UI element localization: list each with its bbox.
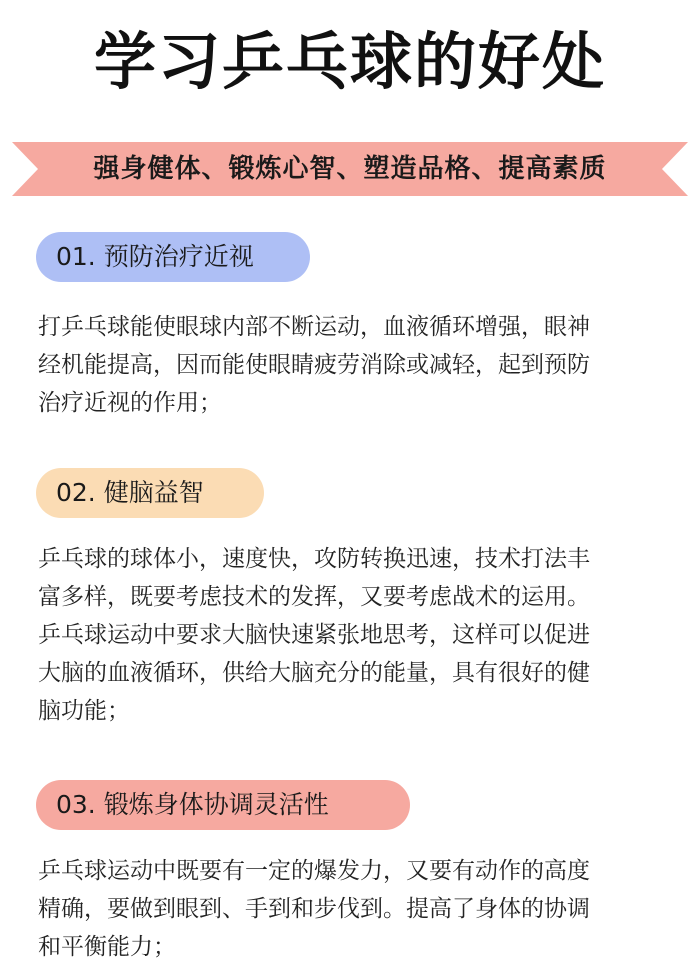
section-body-line: 治疗近视的作用；: [38, 390, 222, 416]
section-heading-3: 03. 锻炼身体协调灵活性: [36, 780, 410, 830]
page-title: 学习乒乓球的好处: [93, 25, 606, 98]
section-body-line: 脑功能；: [38, 698, 130, 724]
section-body-2: [38, 540, 670, 730]
section-body-line: 经机能提高，因而能使眼睛疲劳消除或减轻，起到预防: [38, 352, 590, 378]
section-body-line: 乒乓球运动中要求大脑快速紧张地思考，这样可以促进: [38, 622, 590, 648]
section-body-line: 富多样，既要考虑技术的发挥，又要考虑战术的运用。: [38, 584, 590, 610]
section-body-line: 大脑的血液循环，供给大脑充分的能量，具有很好的健: [38, 660, 590, 686]
section-body-line: 打乒乓球能使眼球内部不断运动，血液循环增强，眼神: [38, 314, 590, 340]
section-body-3: [38, 852, 670, 966]
subtitle-ribbon: [12, 142, 688, 196]
section-body-line: 乒乓球运动中既要有一定的爆发力，又要有动作的高度: [38, 858, 590, 884]
section-body-line: 和平衡能力；: [38, 934, 176, 960]
subtitle: 强身健体、锻炼心智、塑造品格、提高素质: [93, 154, 607, 184]
section-heading-1: 01. 预防治疗近视: [36, 232, 310, 282]
section-body-line: 乒乓球的球体小，速度快，攻防转换迅速，技术打法丰: [38, 546, 590, 572]
section-body-1: [38, 308, 670, 422]
section-heading-2: 02. 健脑益智: [36, 468, 264, 518]
section-body-line: 精确，要做到眼到、手到和步伐到。提高了身体的协调: [38, 896, 590, 922]
